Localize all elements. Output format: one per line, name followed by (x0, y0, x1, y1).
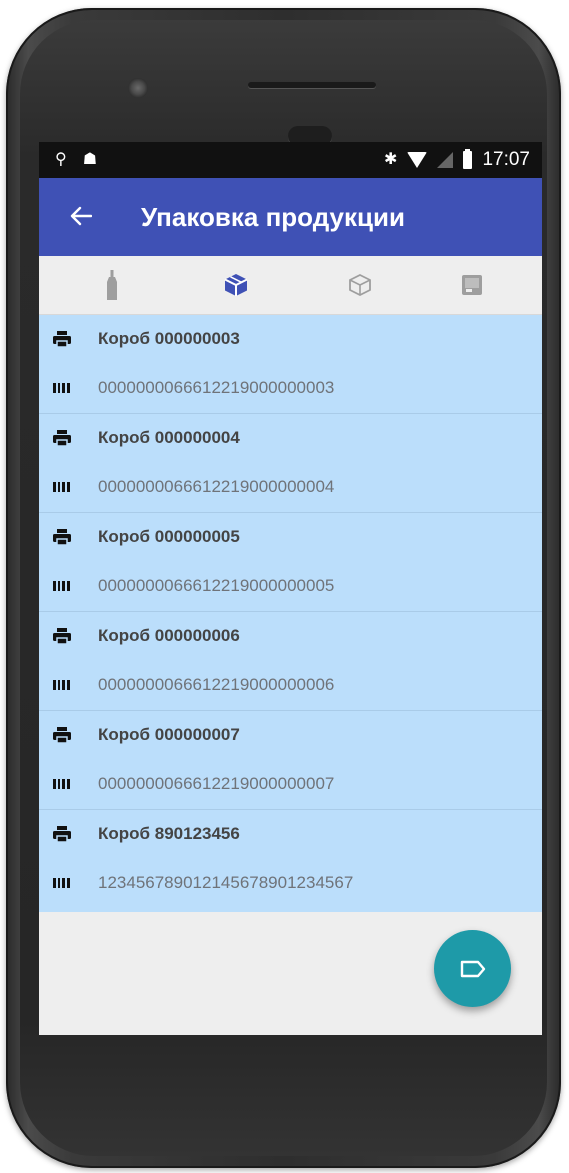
barcode-icon (53, 478, 71, 496)
printer-icon (53, 429, 71, 447)
list-item[interactable] (39, 612, 542, 711)
printer-icon (53, 528, 71, 546)
printer-icon (53, 330, 71, 348)
barcode-icon (53, 775, 71, 793)
list-item[interactable] (39, 810, 542, 909)
box-name: Короб 000000003 (98, 329, 240, 348)
app-bar (39, 178, 542, 256)
pallet-icon (461, 274, 483, 296)
list-item[interactable] (39, 414, 542, 513)
page-title: Упаковка продукции (141, 202, 405, 232)
tab-boxes-empty[interactable] (297, 256, 422, 314)
no-signal-icon (437, 152, 453, 168)
back-button[interactable] (65, 200, 97, 232)
screen (39, 142, 542, 1035)
arrow-back-icon (70, 206, 92, 226)
print-label-fab[interactable] (434, 930, 511, 1007)
bluetooth-icon: ✱ (384, 151, 398, 168)
box-name: Короб 000000005 (98, 527, 240, 546)
box-barcode: 0000000066612219000000007 (98, 774, 335, 793)
box-barcode: 0000000066612219000000005 (98, 576, 335, 595)
barcode-icon (53, 577, 71, 595)
printer-icon (53, 627, 71, 645)
box-name: Короб 000000004 (98, 428, 240, 447)
clock: 17:07 (482, 149, 530, 170)
front-camera (128, 78, 148, 98)
status-bar (39, 142, 542, 178)
wifi-icon (407, 152, 427, 168)
barcode-icon (53, 379, 71, 397)
box-barcode: 123456789012145678901234567 (98, 873, 354, 892)
box-barcode: 0000000066612219000000004 (98, 477, 335, 496)
printer-icon (53, 726, 71, 744)
tab-pallets[interactable] (409, 256, 534, 314)
tab-bar (39, 256, 542, 315)
barcode-icon (53, 676, 71, 694)
earpiece-speaker (248, 82, 376, 88)
box-outline-icon (348, 273, 372, 297)
box-barcode: 0000000066612219000000006 (98, 675, 335, 694)
list-item[interactable] (39, 513, 542, 612)
printer-icon (53, 825, 71, 843)
box-name: Короб 000000006 (98, 626, 240, 645)
box-barcode: 0000000066612219000000003 (98, 378, 335, 397)
usb-icon: ⚲ (55, 151, 67, 168)
box-list (39, 315, 542, 912)
barcode-icon (53, 874, 71, 892)
android-debug-icon: ☗ (82, 151, 98, 168)
box-filled-icon (223, 272, 249, 298)
tab-bottles[interactable] (49, 256, 174, 314)
bottle-icon (106, 270, 118, 300)
list-item[interactable] (39, 315, 542, 414)
tab-boxes-filled[interactable] (173, 256, 298, 314)
list-item[interactable] (39, 711, 542, 810)
label-tag-icon (460, 960, 486, 978)
battery-icon (463, 151, 472, 169)
box-name: Короб 890123456 (98, 824, 240, 843)
box-name: Короб 000000007 (98, 725, 240, 744)
